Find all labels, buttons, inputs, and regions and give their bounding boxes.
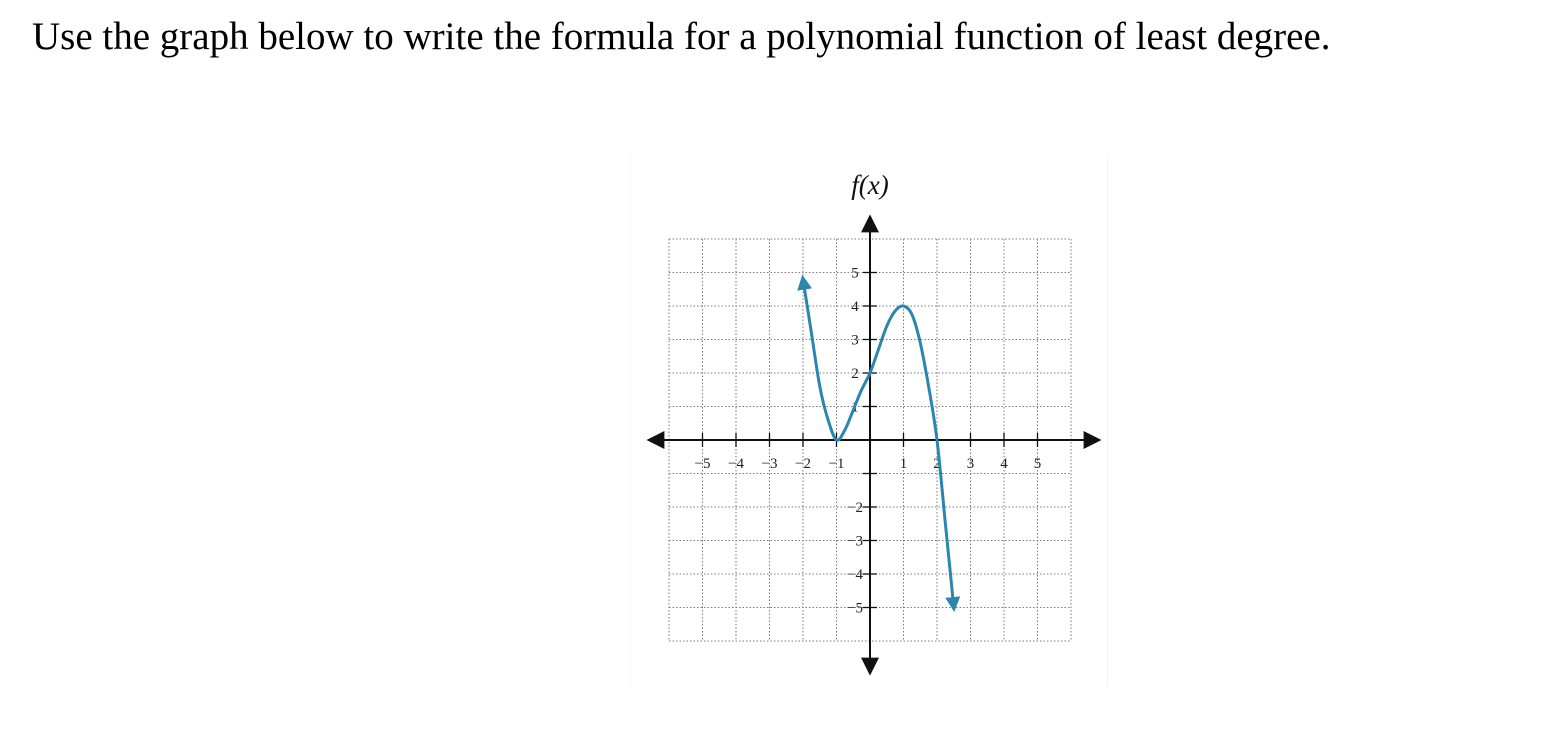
y-tick-label: 3 <box>851 332 859 349</box>
y-tick-label: −5 <box>847 600 863 617</box>
x-tick-label: −4 <box>728 456 744 472</box>
x-tick-label: 3 <box>966 456 975 472</box>
x-tick-label: 4 <box>1000 456 1008 472</box>
x-tick-label: −2 <box>795 456 811 472</box>
y-tick-label: −4 <box>847 567 863 583</box>
y-tick-label: −3 <box>847 533 863 550</box>
x-tick-label: 1 <box>899 456 908 472</box>
polynomial-curve <box>803 279 954 607</box>
y-tick-label: 5 <box>851 265 859 282</box>
curve <box>803 279 954 607</box>
y-tick-label: −2 <box>847 500 863 516</box>
y-tick-label: 4 <box>851 299 859 315</box>
question-text: Use the graph below to write the formula for a polynomial function of least degree. <box>32 15 1331 58</box>
x-tick-label: −1 <box>828 456 845 472</box>
x-tick-label: −5 <box>694 456 711 472</box>
x-tick-label: −3 <box>761 456 778 472</box>
x-tick-label: 2 <box>933 456 941 472</box>
x-tick-label: 5 <box>1033 456 1042 472</box>
y-tick-label: 1 <box>851 399 859 416</box>
axes <box>650 218 1098 672</box>
y-tick-label: 2 <box>851 366 859 382</box>
y-axis-label: f(x) <box>851 170 889 200</box>
